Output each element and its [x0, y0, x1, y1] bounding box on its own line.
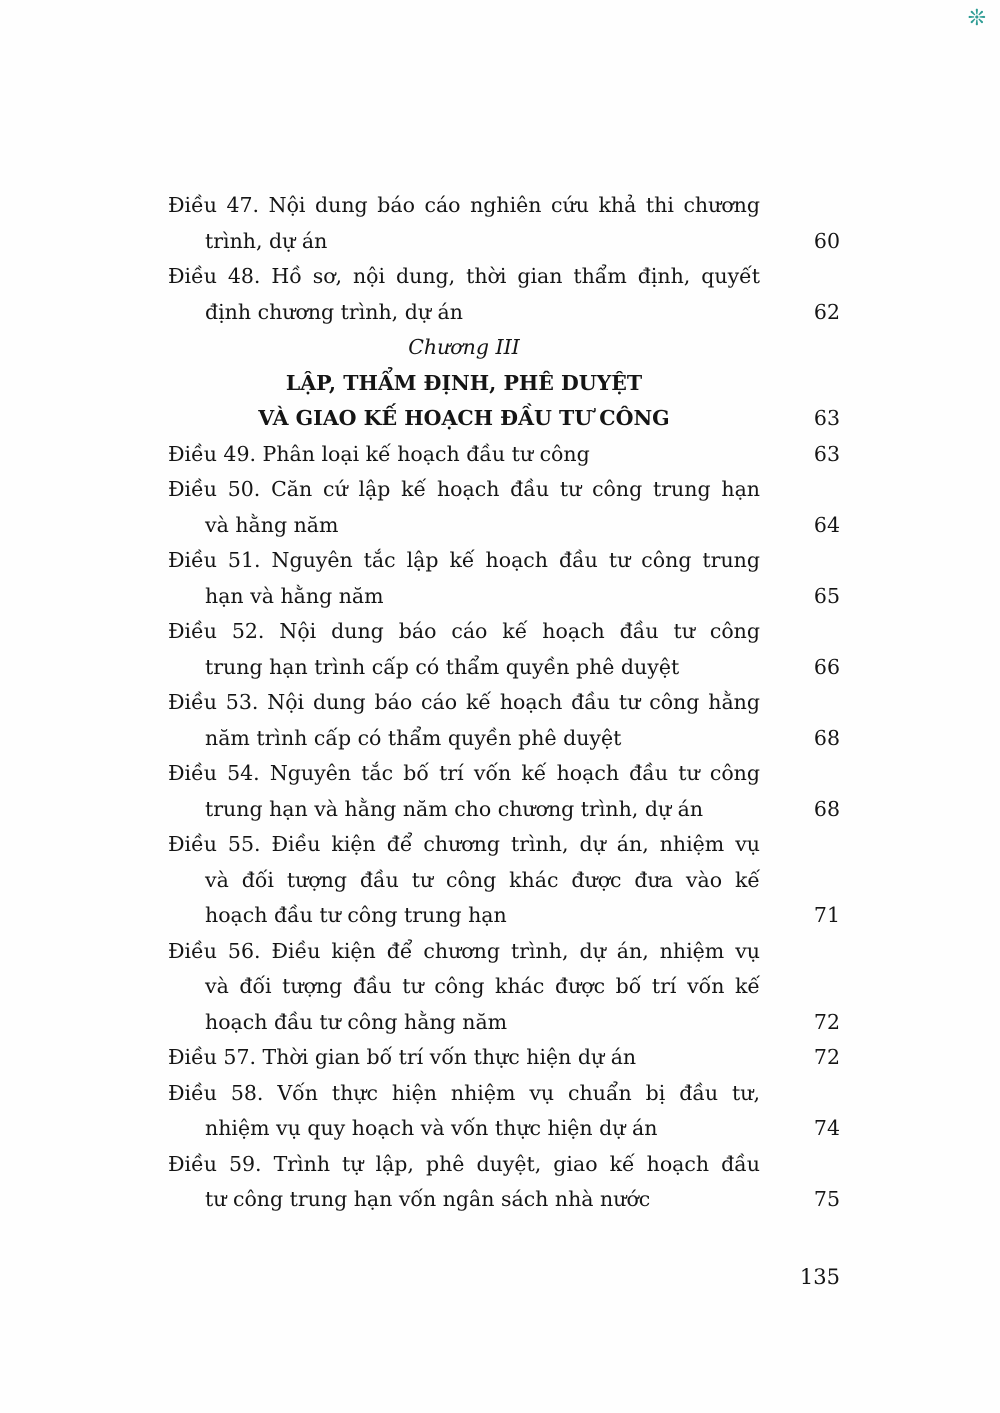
- toc-entry-text: [168, 827, 760, 934]
- page-number: 135: [799, 1265, 840, 1289]
- toc-entry-text: [168, 330, 760, 437]
- chapter-number: Chương III: [408, 335, 520, 359]
- toc-entry-line: trình, dự án: [205, 228, 328, 253]
- toc-entry-text: [168, 756, 760, 827]
- toc-entry-text: [168, 259, 760, 330]
- toc-entry-text: [168, 472, 760, 543]
- toc-entry-line: Điều 47. Nội dung báo cáo nghiên cứu khả thi chương: [168, 193, 760, 217]
- chapter-heading: [168, 330, 840, 437]
- toc-entry-line: nhiệm vụ quy hoạch và vốn thực hiện dự án: [205, 1116, 658, 1140]
- toc-entry: [168, 1147, 840, 1218]
- toc-entry: [168, 1076, 840, 1147]
- toc-entry: [168, 685, 840, 756]
- toc-page-number: 68: [813, 796, 840, 821]
- toc-entry-text: [168, 685, 760, 756]
- toc-entry-line: Điều 55. Điều kiện để chương trình, dự án, nhiệm vụ: [168, 832, 760, 856]
- toc-entry: [168, 188, 840, 259]
- toc-entry-line: Điều 49. Phân loại kế hoạch đầu tư công: [168, 441, 590, 466]
- toc-page-number: 68: [813, 725, 840, 750]
- toc-page-number: 71: [813, 903, 840, 927]
- toc-entry-line: tư công trung hạn vốn ngân sách nhà nước: [205, 1187, 651, 1211]
- toc-entry-line: định chương trình, dự án: [205, 299, 463, 324]
- toc-entry-line: Điều 54. Nguyên tắc bố trí vốn kế hoạch đầu tư công: [168, 761, 760, 785]
- toc-entry: [168, 756, 840, 827]
- toc-entry-line: Điều 52. Nội dung báo cáo kế hoạch đầu tư công: [168, 619, 760, 643]
- toc-entry-text: [168, 1076, 760, 1147]
- toc-entry-line: Điều 58. Vốn thực hiện nhiệm vụ chuẩn bị đầu tư,: [168, 1080, 760, 1105]
- toc-entry: [168, 543, 840, 614]
- toc-page-number: 60: [813, 228, 840, 253]
- toc-entry-text: [168, 1040, 760, 1076]
- toc-page-number: 64: [813, 512, 840, 537]
- toc-entry-line: trung hạn và hằng năm cho chương trình, dự án: [205, 796, 704, 821]
- toc-entry-line: Điều 50. Căn cứ lập kế hoạch đầu tư công trung hạn: [168, 477, 760, 501]
- toc-entry-line: Điều 48. Hồ sơ, nội dung, thời gian thẩm định, quyết: [168, 264, 760, 288]
- toc-page-number: 74: [813, 1116, 840, 1140]
- toc-entry-line: trung hạn trình cấp có thẩm quyền phê duyệt: [205, 654, 680, 679]
- toc-entry-line: Điều 51. Nguyên tắc lập kế hoạch đầu tư công trung: [168, 548, 760, 572]
- table-of-contents: [168, 188, 840, 1218]
- chapter-title-line: VÀ GIAO KẾ HOẠCH ĐẦU TƯ CÔNG: [258, 406, 670, 430]
- toc-entry-line: Điều 57. Thời gian bố trí vốn thực hiện dự án: [168, 1045, 637, 1069]
- toc-entry-line: hạn và hằng năm: [205, 583, 384, 608]
- toc-entry-line: hoạch đầu tư công hằng năm: [205, 1009, 508, 1034]
- toc-entry-text: [168, 614, 760, 685]
- toc-page-number: 75: [813, 1187, 840, 1211]
- toc-page-number: 62: [813, 299, 840, 324]
- toc-entry: [168, 259, 840, 330]
- toc-entry: [168, 614, 840, 685]
- toc-page-number: 66: [813, 654, 840, 679]
- flower-icon: ❊: [967, 6, 986, 31]
- toc-page-number: 63: [813, 406, 840, 430]
- toc-entry: [168, 437, 840, 473]
- toc-entry-line: và đối tượng đầu tư công khác được đưa vào kế: [205, 867, 760, 892]
- toc-entry-line: Điều 59. Trình tự lập, phê duyệt, giao kế hoạch đầu: [168, 1151, 760, 1176]
- toc-entry-text: [168, 1147, 760, 1218]
- toc-page-number: 63: [813, 441, 840, 466]
- toc-entry: [168, 472, 840, 543]
- toc-page-number: 72: [813, 1045, 840, 1069]
- toc-entry-text: [168, 437, 760, 473]
- toc-page-number: 65: [813, 583, 840, 608]
- toc-entry-line: và đối tượng đầu tư công khác được bố trí vốn kế: [205, 974, 760, 998]
- toc-entry: [168, 827, 840, 934]
- toc-page-number: 72: [813, 1009, 840, 1034]
- toc-entry: [168, 1040, 840, 1076]
- toc-entry-line: Điều 53. Nội dung báo cáo kế hoạch đầu tư công hằng: [168, 690, 760, 714]
- toc-entry-text: [168, 543, 760, 614]
- toc-entry-line: hoạch đầu tư công trung hạn: [205, 903, 507, 927]
- toc-entry: [168, 934, 840, 1041]
- toc-entry-line: năm trình cấp có thẩm quyền phê duyệt: [205, 725, 622, 750]
- toc-entry-line: Điều 56. Điều kiện để chương trình, dự án, nhiệm vụ: [168, 938, 760, 963]
- toc-entry-text: [168, 188, 760, 259]
- toc-entry-line: và hằng năm: [205, 512, 339, 537]
- toc-entry-text: [168, 934, 760, 1041]
- chapter-title-line: LẬP, THẨM ĐỊNH, PHÊ DUYỆT: [285, 370, 643, 395]
